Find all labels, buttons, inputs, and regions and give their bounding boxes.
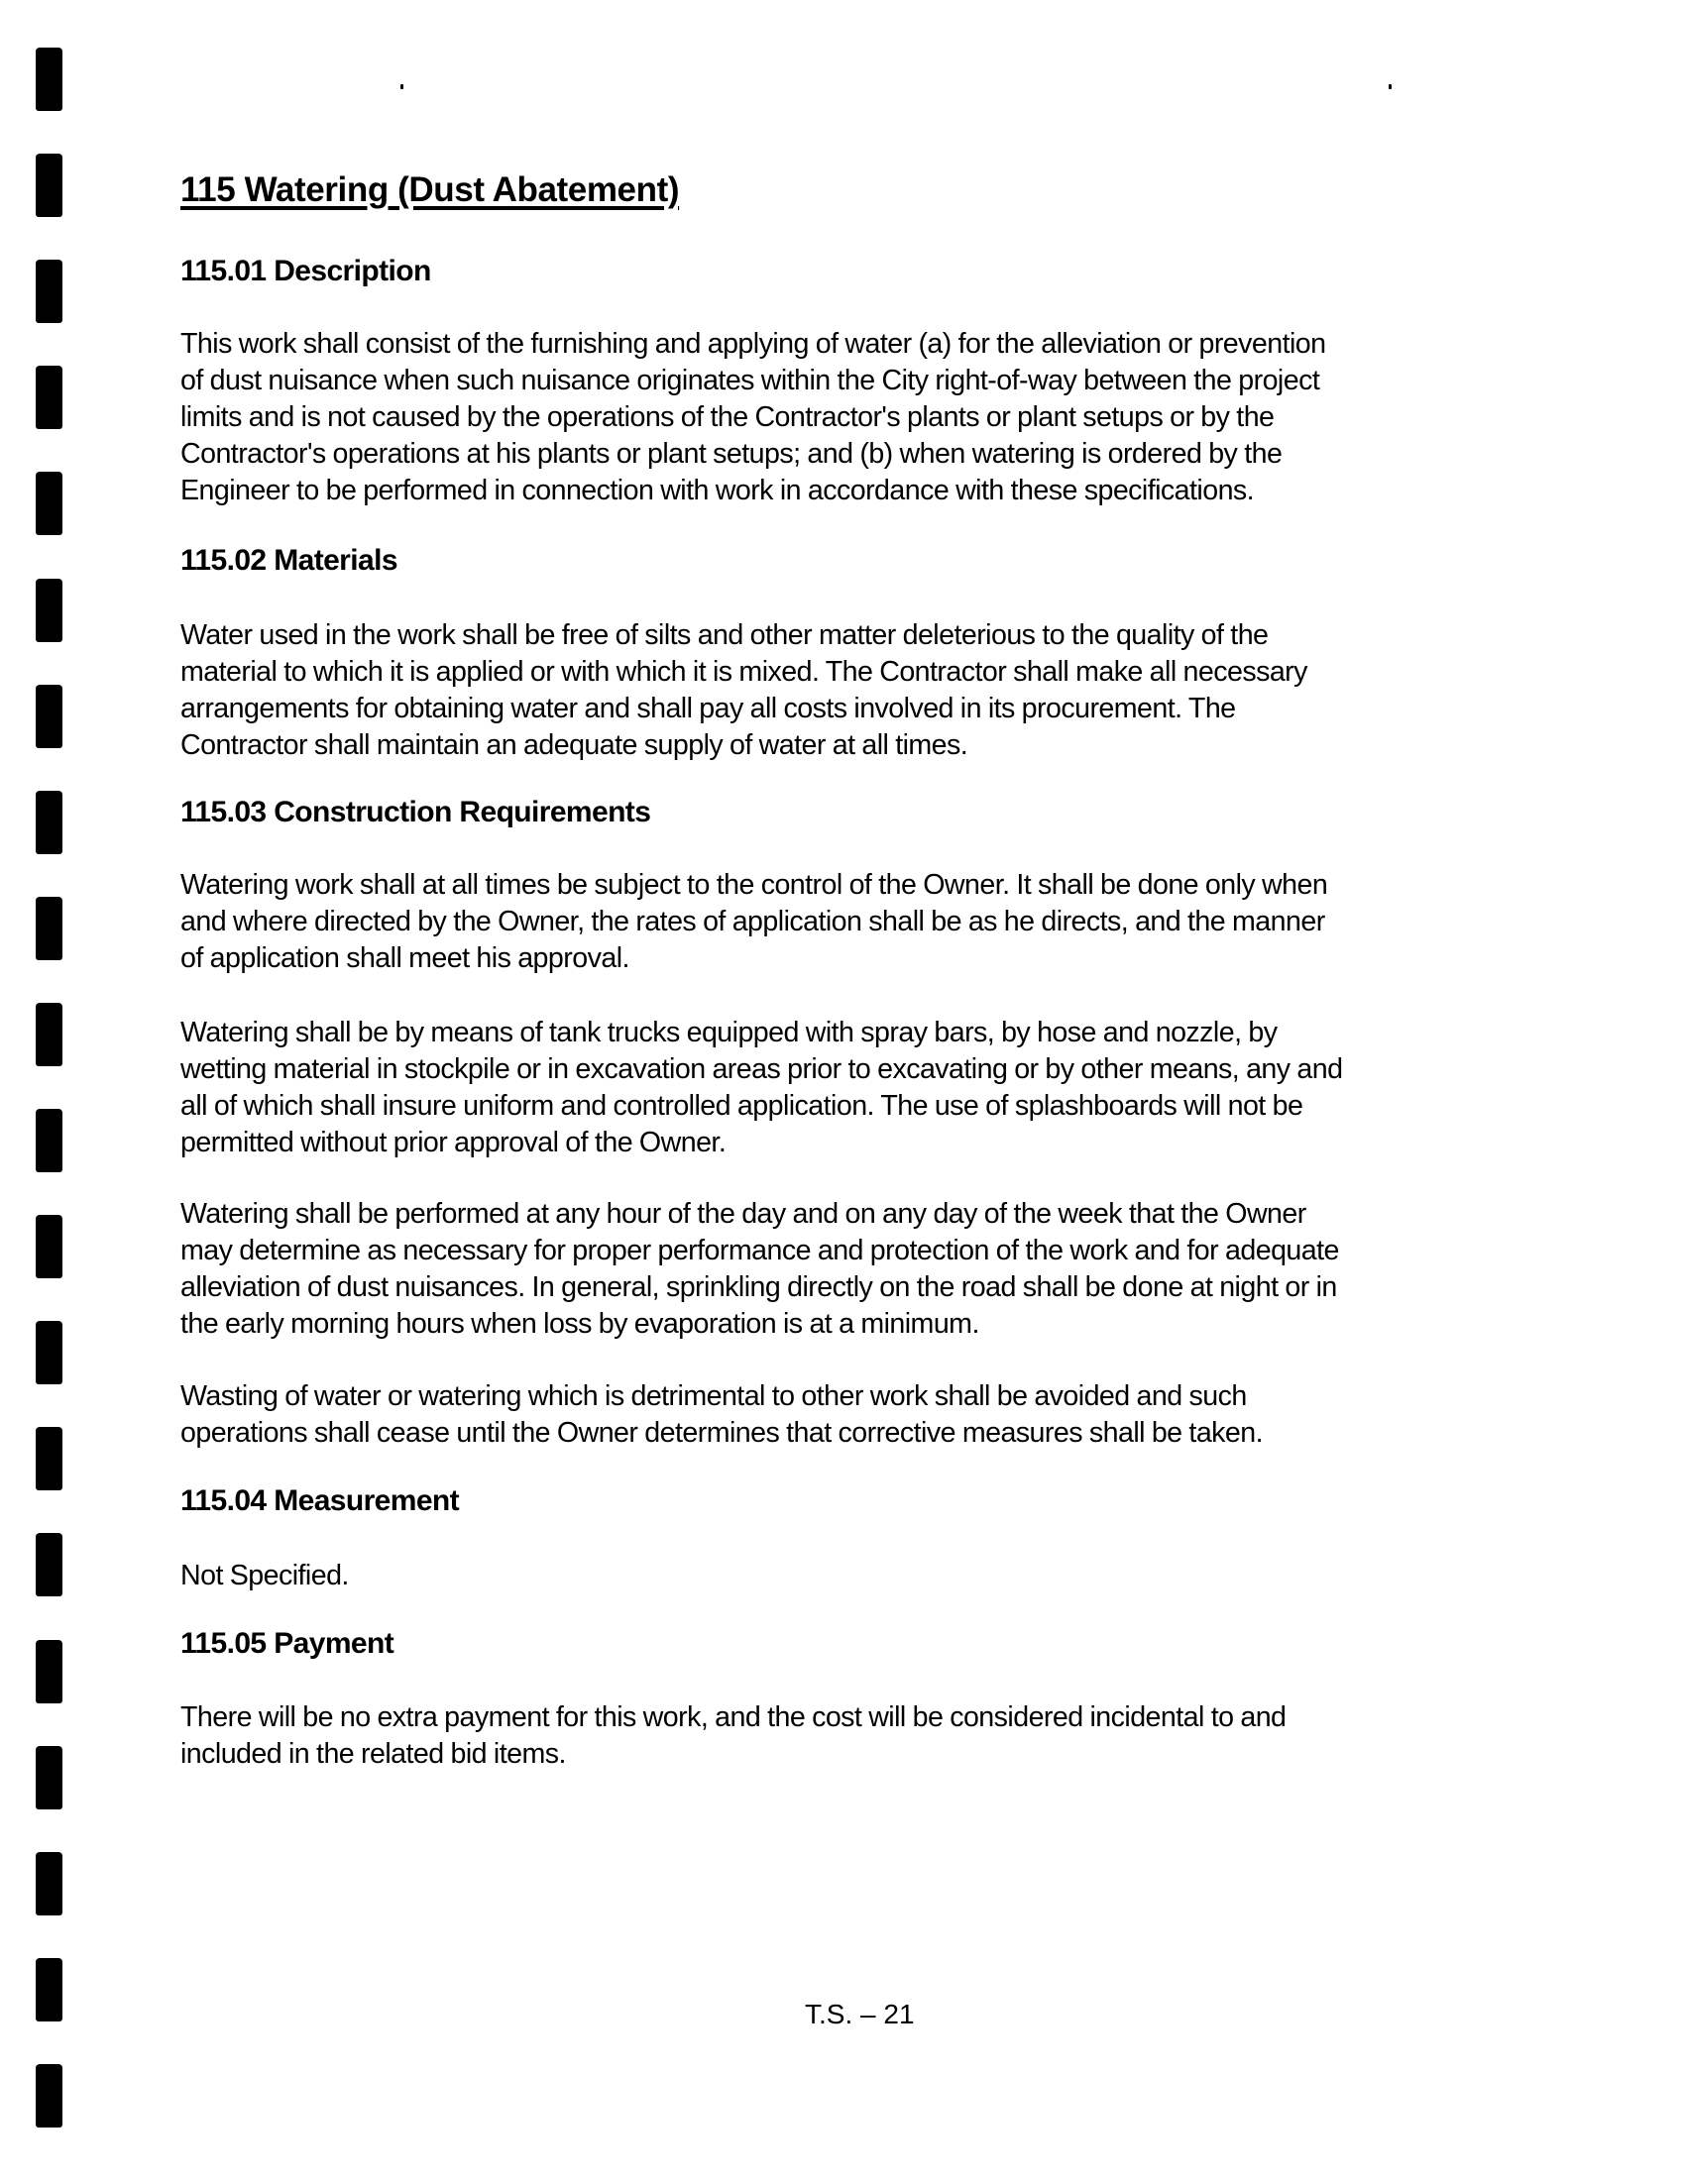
text-line: limits and is not caused by the operations of the Contractor's plants or plant setups or by the [180,401,1275,433]
text-line: There will be no extra payment for this work, and the cost will be considered incidental to and [180,1701,1287,1733]
binding-hole-mark [36,1533,62,1596]
binding-hole-mark [36,897,62,960]
text-line: of application shall meet his approval. [180,942,629,974]
text-line: all of which shall insure uniform and controlled application. The use of splashboards will not be [180,1090,1303,1122]
section-payment-paragraph [180,1699,1286,1773]
binding-hole-mark [36,1746,62,1809]
text-line: Watering shall be performed at any hour of the day and on any day of the week that the Owner [180,1198,1306,1230]
binding-hole-mark [36,1427,62,1490]
section-construction-paragraph-3 [180,1196,1339,1343]
text-line: Watering work shall at all times be subject to the control of the Owner. It shall be done only when [180,869,1328,901]
section-heading-measurement: 115.04 Measurement [180,1484,460,1517]
binding-hole-mark [36,154,62,217]
binding-hole-mark [36,579,62,642]
text-line: arrangements for obtaining water and shall pay all costs involved in its procurement. The [180,693,1236,724]
binding-hole-mark [36,1109,62,1172]
section-construction-paragraph-1 [180,867,1327,977]
binding-hole-mark [36,1852,62,1915]
text-line: the early morning hours when loss by evaporation is at a minimum. [180,1308,979,1340]
section-construction-paragraph-2 [180,1015,1343,1161]
binding-hole-mark [36,472,62,535]
binding-hole-mark [36,1321,62,1384]
section-heading-materials: 115.02 Materials [180,544,397,577]
section-measurement-paragraph [180,1558,349,1594]
binding-hole-mark [36,791,62,854]
binding-hole-mark [36,1640,62,1703]
binding-hole-mark [36,1215,62,1278]
section-construction-paragraph-4 [180,1378,1263,1452]
section-materials-paragraph [180,617,1307,764]
section-heading-construction-requirements: 115.03 Construction Requirements [180,796,651,828]
page-number: T.S. – 21 [805,1999,915,2029]
text-line: alleviation of dust nuisances. In general, sprinkling directly on the road shall be done at night or in [180,1271,1337,1303]
binding-hole-mark [36,48,62,111]
text-line: operations shall cease until the Owner determines that corrective measures shall be taken. [180,1417,1264,1449]
text-line: included in the related bid items. [180,1738,566,1770]
text-line: and where directed by the Owner, the rates of application shall be as he directs, and the manner [180,906,1325,937]
scan-speck [400,84,403,89]
binding-hole-mark [36,260,62,323]
text-line: permitted without prior approval of the Owner. [180,1127,727,1158]
binding-hole-mark [36,1958,62,2021]
text-line: Engineer to be performed in connection with work in accordance with these specifications. [180,475,1255,506]
section-heading-description: 115.01 Description [180,255,431,287]
binding-hole-mark [36,1003,62,1066]
text-line: wetting material in stockpile or in excavation areas prior to excavating or by other means, any and [180,1053,1343,1085]
text-line: material to which it is applied or with which it is mixed. The Contractor shall make all necessary [180,656,1307,688]
scan-speck [1389,84,1392,89]
text-line: This work shall consist of the furnishing and applying of water (a) for the alleviation or prevention [180,328,1326,360]
section-heading-payment: 115.05 Payment [180,1627,394,1660]
text-line: Contractor's operations at his plants or plant setups; and (b) when watering is ordered by the [180,438,1283,470]
text-line: Water used in the work shall be free of silts and other matter deleterious to the quality of the [180,619,1269,651]
text-line: of dust nuisance when such nuisance originates within the City right-of-way between the project [180,365,1320,396]
binding-hole-mark [36,366,62,429]
binding-hole-mark [36,685,62,748]
text-line: may determine as necessary for proper performance and protection of the work and for adequate [180,1235,1339,1266]
text-line: Contractor shall maintain an adequate supply of water at all times. [180,729,968,761]
section-description-paragraph [180,326,1326,509]
text-line: Not Specified. [180,1560,349,1591]
page-title: 115 Watering (Dust Abatement) [180,170,680,209]
binding-hole-mark [36,2064,62,2128]
text-line: Watering shall be by means of tank trucks equipped with spray bars, by hose and nozzle, by [180,1017,1278,1048]
text-line: Wasting of water or watering which is detrimental to other work shall be avoided and such [180,1380,1247,1412]
